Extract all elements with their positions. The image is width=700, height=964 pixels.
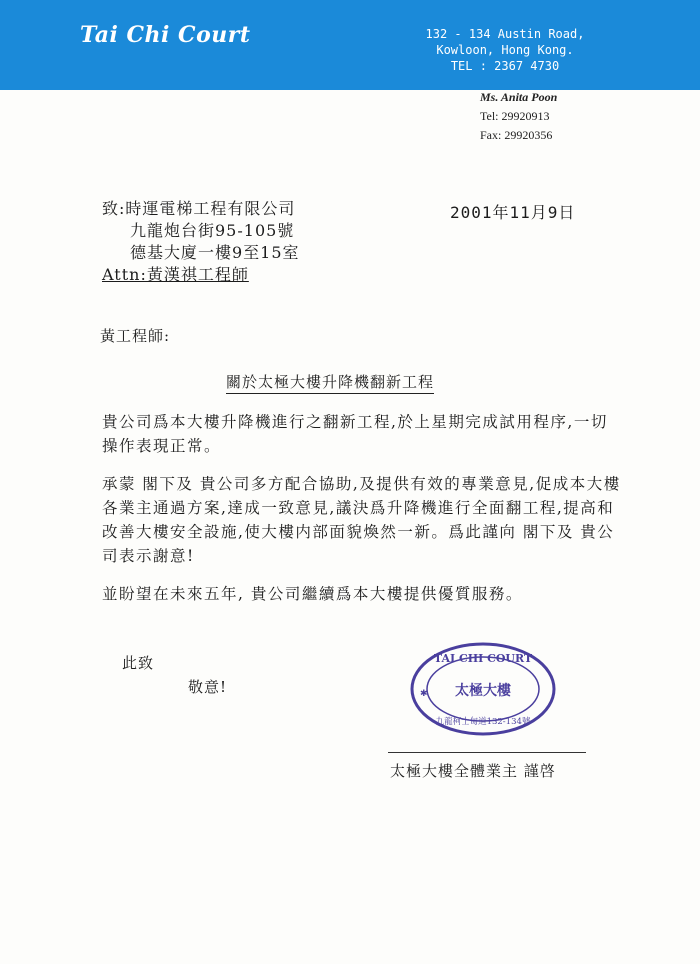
brand-logo: Tai Chi Court: [80, 22, 251, 48]
body-paragraph-1: 貴公司爲本大樓升降機進行之翻新工程,於上星期完成試用程序,一切操作表現正常。: [102, 413, 608, 455]
contact-tel: Tel: 29920913: [480, 109, 550, 123]
salutation: 黃工程師:: [100, 327, 171, 345]
stamp-center: 太極大樓: [455, 683, 511, 699]
signatory: 太極大樓全體業主 謹啓: [390, 762, 556, 780]
body-paragraph-3: 並盼望在未來五年, 貴公司繼續爲本大樓提供優質服務。: [102, 585, 523, 603]
letterhead-banner: [0, 0, 700, 90]
contact-person: Ms. Anita Poon: [480, 90, 558, 104]
stamp-address: 九龍柯士甸道132-134號: [435, 717, 531, 727]
recipient-building: 德基大廈一樓9至15室: [130, 243, 300, 262]
closing-line-1: 此致: [122, 654, 155, 672]
recipient-block: [102, 198, 300, 286]
signature-line: [388, 752, 586, 753]
closing-line-2: 敬意!: [188, 678, 228, 696]
stamp-title: TAI CHI COURT: [433, 652, 533, 665]
company-seal-stamp: [408, 640, 558, 738]
recipient-attn: Attn:黃漢祺工程師: [102, 265, 249, 284]
recipient-company: 致:時運電梯工程有限公司: [102, 199, 296, 218]
recipient-street: 九龍炮台街95-105號: [130, 221, 295, 240]
stamp-star-icon: ✱: [420, 689, 428, 699]
contact-fax: Fax: 29920356: [480, 128, 553, 142]
letterhead-address: [420, 26, 590, 74]
letter-date: 2001年11月9日: [450, 203, 576, 222]
contact-block: [480, 88, 557, 145]
address-line: TEL : 2367 4730: [450, 59, 560, 73]
address-line: 132 - 134 Austin Road,: [425, 27, 585, 41]
body-paragraph-2: 承蒙 閣下及 貴公司多方配合協助,及提供有效的專業意見,促成本大樓各業主通過方案,達成一致意見,議決爲升降機進行全面翻工程,提高和改善大樓安全設施,使大樓内部面貌煥然一新。爲此謹向 閣下及 貴公司表示謝意!: [102, 475, 621, 565]
address-line: Kowloon, Hong Kong.: [436, 43, 574, 57]
subject-line: 關於太極大樓升降機翻新工程: [226, 371, 434, 394]
